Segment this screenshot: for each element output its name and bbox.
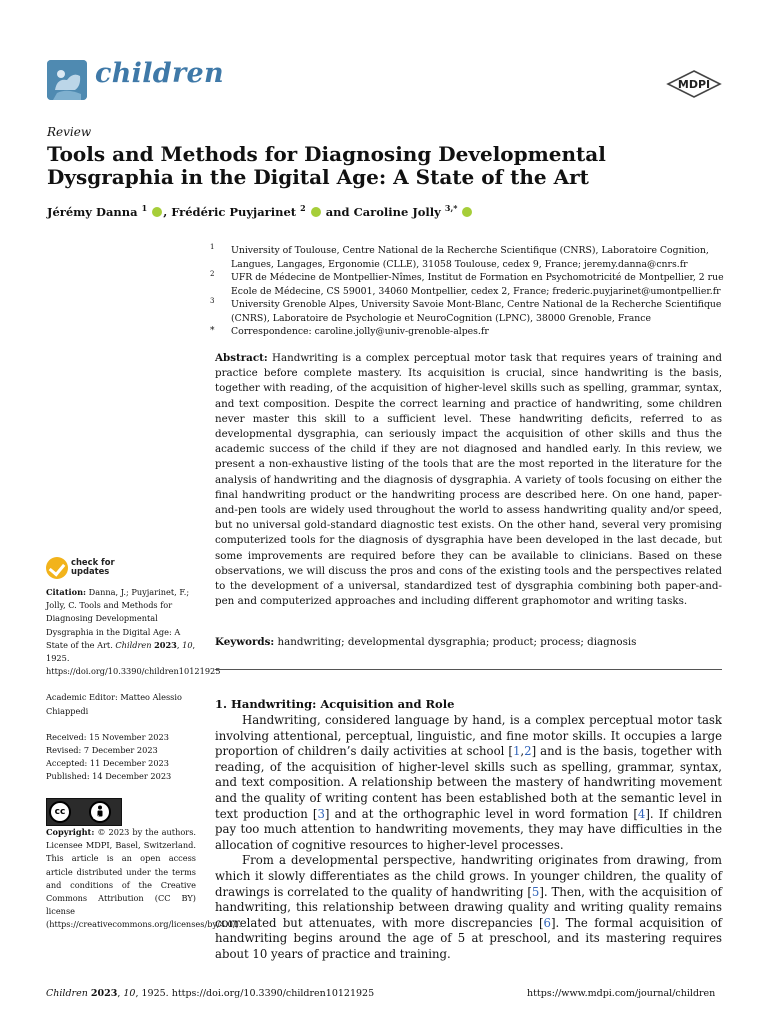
- copyright-text: © 2023 by the authors. Licensee MDPI, Basel, Switzerland. This article is an open access article distributed under the terms and conditions of the Creative Commons Attribution (CC BY) license (https://creativecommons.org/licenses/by/4.0/).: [46, 827, 242, 930]
- orcid-icon[interactable]: [311, 207, 321, 217]
- footer-volume: 10: [123, 988, 136, 999]
- affiliation-item: [210, 244, 725, 271]
- citation-link[interactable]: 6: [543, 915, 551, 930]
- cc-by-label: BY: [93, 815, 100, 821]
- cc-by-license-badge[interactable]: [46, 798, 122, 826]
- abstract-label: Abstract:: [215, 352, 268, 364]
- copyright-notice: [46, 826, 242, 932]
- affiliation-text: University of Toulouse, Centre National de la Recherche Scientifique (CNRS), Laboratoire Cognition, Langues, Langages, Ergonomie (CLLE), 31058 Toulouse, cedex 9, France; jeremy.danna@cnrs.fr: [231, 245, 709, 270]
- footer-journal-url[interactable]: https://www.mdpi.com/journal/children: [527, 988, 716, 999]
- article-type: Review: [47, 125, 92, 139]
- text-run: ]. The formal acquisition of handwriting begins around the age of 5 at preschool, and its mastering requires about 10 years of practice and training.: [215, 915, 722, 961]
- mdpi-logo: [666, 70, 722, 98]
- check-icon: [46, 557, 68, 579]
- author-affiliation-number: 3,*: [444, 203, 458, 213]
- cc-icon: cc: [49, 801, 71, 823]
- abstract-text: Handwriting is a complex perceptual motor task that requires years of training and practice before complete mastery. Its acquisition is crucial, since handwriting is the basis, together with reading, of the acquisition of higher-level skills such as spelling, grammar, syntax, and text composition. Despite the correct learning and practice of handwriting, some children never master this skill to a sufficient level. These handwriting deficits, referred to as developmental dysgraphia, can seriously impact the acquisition of other skills and thus the academic success of the child if they are not diagnosed and handled early. In this review, we present a non-exhaustive listing of the tools that are the most reported in the literature for the analysis of handwriting and the diagnosis of dysgraphia. A variety of tools focusing on either the final handwriting product or the handwriting process are described here. On one hand, paper-and-pen tools are widely used throughout the world to assess handwriting quality and/or speed, but no universal gold-standard diagnostic test exists. On the other hand, several very promising computerized tools for the diagnosis of dysgraphia have been developed in the last decade, but some improvements are required before they can be available to clinicians. Based on these observations, we will discuss the pros and cons of the existing tools and the perspectives related to the development of a universal, standardized test of dysgraphia combining both paper-and-pen and computerized approaches and including different graphomotor and writing tasks.: [215, 352, 722, 608]
- affiliations: [210, 244, 725, 339]
- article-info-sidebar: [46, 586, 221, 784]
- text-run: ] and at the orthographic level in word formation [: [324, 806, 638, 821]
- footer-year: 2023: [90, 988, 118, 999]
- keywords-label: Keywords:: [215, 636, 275, 648]
- author-affiliation-number: 2: [300, 203, 306, 213]
- text-run: Handwriting, considered language by hand, is a complex perceptual motor task involving attentional, perceptual, linguistic, and fine motor skills. It occupies a large proportion of children’s daily activities at school [: [215, 713, 722, 759]
- author-separator: and: [321, 204, 354, 219]
- check-updates-line: updates: [71, 566, 110, 576]
- check-updates-text: [71, 558, 115, 576]
- citation-link[interactable]: 4: [637, 806, 646, 821]
- citation-link[interactable]: 3: [317, 806, 325, 821]
- mdpi-logo-text: MDPI: [677, 78, 711, 91]
- footer-journal: Children: [46, 988, 88, 999]
- body-text: [215, 713, 722, 963]
- text-run: ]. If children pay too much attention to handwriting movements, they may have difficulties in the allocation of cognitive resources to higher-level processes.: [215, 806, 722, 852]
- affiliation-number: 3: [210, 297, 215, 305]
- affiliation-item: [210, 298, 725, 325]
- citation-label: Citation:: [46, 587, 87, 597]
- affiliation-item: [210, 325, 725, 339]
- citation: Citation: Danna, J.; Puyjarinet, F.; Jolly, C. Tools and Methods for Diagnosing Developmental Dysgraphia in the Digital Age: A State of the Art. Children 2023, 10, 1925. https://doi.org/10.3390/children10121925: [46, 587, 221, 677]
- check-updates-line: check for: [71, 557, 115, 567]
- citation-link[interactable]: 1: [512, 744, 521, 759]
- academic-editor: Academic Editor: Matteo Alessio Chiappedi: [46, 692, 182, 716]
- section-divider: [215, 669, 722, 670]
- author-name: Caroline Jolly: [353, 204, 441, 219]
- citation-year: 2023: [154, 639, 177, 650]
- abstract: [215, 351, 722, 609]
- check-for-updates-badge[interactable]: [46, 557, 156, 581]
- section-heading: 1. Handwriting: Acquisition and Role: [215, 697, 455, 711]
- keywords: [215, 636, 722, 648]
- affiliation-number: *: [210, 326, 215, 336]
- article-title: Tools and Methods for Diagnosing Developmental Dysgraphia in the Digital Age: A State of the Art: [47, 142, 606, 189]
- orcid-icon[interactable]: [152, 207, 162, 217]
- text-run: ,: [520, 744, 525, 759]
- citation-link[interactable]: 5: [531, 884, 540, 899]
- keywords-text: handwriting; developmental dysgraphia; product; process; diagnosis: [277, 636, 637, 648]
- affiliation-number: 1: [210, 243, 215, 251]
- affiliation-text: Correspondence: caroline.jolly@univ-grenoble-alpes.fr: [231, 326, 489, 337]
- paragraph: [215, 853, 722, 962]
- received-date: Received: 15 November 2023: [46, 731, 169, 742]
- citation-volume: 10: [182, 639, 193, 650]
- footer-doi[interactable]: , 1925. https://doi.org/10.3390/children10121925: [135, 988, 375, 999]
- revised-date: Revised: 7 December 2023: [46, 745, 158, 756]
- accepted-date: Accepted: 11 December 2023: [46, 758, 169, 769]
- paragraph: [215, 713, 722, 853]
- journal-logo-icon: [47, 60, 87, 100]
- orcid-icon[interactable]: [462, 207, 472, 217]
- citation-journal: Children: [115, 639, 152, 650]
- citation-text: Danna, J.; Puyjarinet, F.; Jolly, C. Tools and Methods for Diagnosing Developmental Dysgraphia in the Digital Age: A State of the Art.: [46, 587, 190, 650]
- author-name: Frédéric Puyjarinet: [171, 204, 297, 219]
- affiliation-text: UFR de Médecine de Montpellier-Nîmes, Institut de Formation en Psychomotricité de Montpellier, 2 rue Ecole de Médecine, CS 59001, 34060 Montpellier, cedex 2, France; frederic.puyjarinet@umontpellier.fr: [231, 272, 724, 297]
- text-run: ]. Then, with the acquisition of handwriting, this relationship between drawing quality and writing quality remains correlated but attenuates, with more discrepancies [: [215, 884, 722, 930]
- affiliation-text: University Grenoble Alpes, University Savoie Mont-Blanc, Centre National de la Recherche Scientifique (CNRS), Laboratoire de Psychologie et NeuroCognition (LPNC), 38000 Grenoble, France: [231, 299, 722, 324]
- citation-link[interactable]: 2: [524, 744, 532, 759]
- citation-doi[interactable]: 1925. https://doi.org/10.3390/children10121925: [46, 653, 221, 677]
- journal-name: children: [95, 58, 224, 89]
- published-date: Published: 14 December 2023: [46, 771, 172, 782]
- author-affiliation-number: 1: [141, 203, 148, 213]
- author-list: [47, 203, 473, 219]
- affiliation-number: 2: [210, 270, 215, 278]
- text-run: ] and is the basis, together with reading, of the acquisition of higher-level skills such as spelling, grammar, syntax, and text composition. A relationship between the mastery of handwriting movement and the quality of writing content has been established both at the semantic level in text production [: [215, 744, 722, 821]
- affiliation-item: [210, 271, 725, 298]
- copyright-label: Copyright:: [46, 827, 95, 837]
- author-separator: ,: [163, 204, 172, 219]
- footer-citation: Children 2023, 10, 1925. https://doi.org/10.3390/children10121925: [46, 988, 375, 999]
- text-run: From a developmental perspective, handwriting originates from drawing, from which it slowly differentiates as the child grows. In younger children, the quality of drawings is correlated to the quality of handwriting [: [215, 853, 722, 899]
- author-name: Jérémy Danna: [47, 204, 138, 219]
